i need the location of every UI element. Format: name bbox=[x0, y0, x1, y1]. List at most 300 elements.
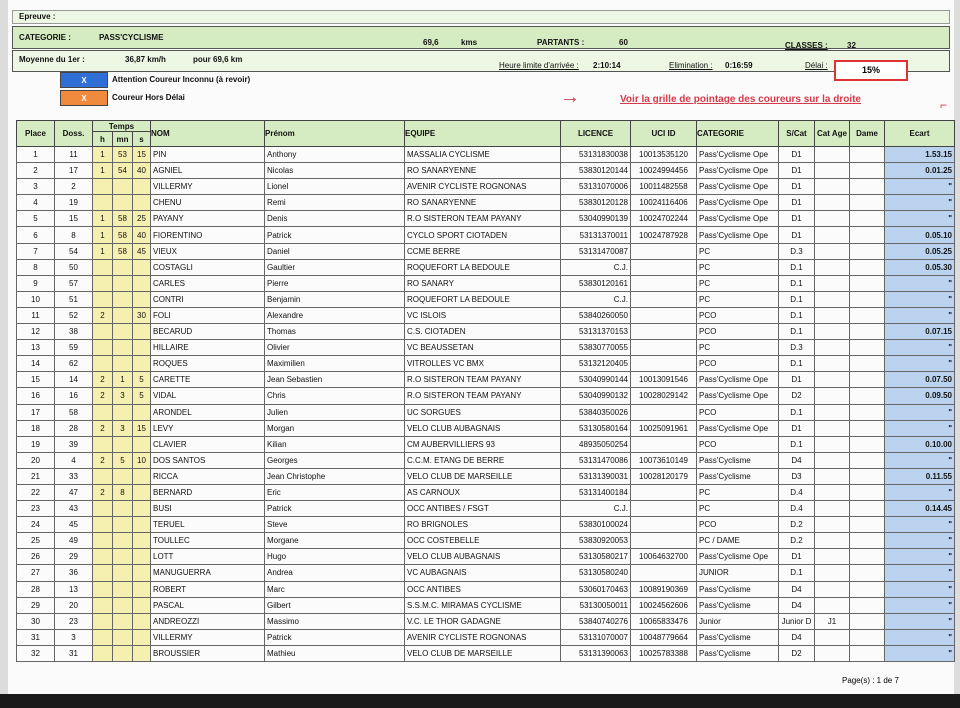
cell-place: 15 bbox=[17, 372, 55, 388]
cell-dame bbox=[850, 259, 885, 275]
cell-prenom: Pierre bbox=[265, 275, 405, 291]
cell-ecart: " bbox=[885, 195, 955, 211]
cell-catage bbox=[815, 259, 850, 275]
cell-h bbox=[93, 324, 113, 340]
cell-doss: 29 bbox=[55, 549, 93, 565]
cell-licence: 53130580240 bbox=[561, 565, 631, 581]
cell-licence: 53130050011 bbox=[561, 597, 631, 613]
cell-prenom: Georges bbox=[265, 452, 405, 468]
cell-ecart: " bbox=[885, 517, 955, 533]
cell-catage: J1 bbox=[815, 613, 850, 629]
cell-uci: 10028120179 bbox=[631, 468, 697, 484]
cell-h bbox=[93, 533, 113, 549]
cell-nom: TOULLEC bbox=[151, 533, 265, 549]
cell-h bbox=[93, 517, 113, 533]
cell-prenom: Andrea bbox=[265, 565, 405, 581]
cell-scat: D.1 bbox=[779, 291, 815, 307]
cell-categorie: Pass'Cyclisme bbox=[697, 581, 779, 597]
cell-scat: D1 bbox=[779, 179, 815, 195]
cell-nom: BECARUD bbox=[151, 324, 265, 340]
col-ecart: Ecart bbox=[885, 121, 955, 147]
elimination-label: Elimination : bbox=[669, 61, 713, 70]
cell-uci: 10013535120 bbox=[631, 147, 697, 163]
cell-nom: CHENU bbox=[151, 195, 265, 211]
cell-catage bbox=[815, 436, 850, 452]
cell-doss: 51 bbox=[55, 291, 93, 307]
cell-ecart: 0.05.10 bbox=[885, 227, 955, 243]
heure-label: Heure limite d'arrivée : bbox=[499, 61, 579, 70]
cell-doss: 50 bbox=[55, 259, 93, 275]
unknown-label: Attention Coureur Inconnu (à revoir) bbox=[112, 75, 251, 84]
cell-ecart: 0.07.15 bbox=[885, 324, 955, 340]
cell-nom: CONTRI bbox=[151, 291, 265, 307]
cell-mn bbox=[113, 581, 133, 597]
cell-equipe: RO SANARYENNE bbox=[405, 195, 561, 211]
cell-prenom: Morgane bbox=[265, 533, 405, 549]
cell-licence: 53131830038 bbox=[561, 147, 631, 163]
cell-uci bbox=[631, 356, 697, 372]
table-row bbox=[17, 597, 955, 613]
cell-equipe: AS CARNOUX bbox=[405, 484, 561, 500]
cell-catage bbox=[815, 404, 850, 420]
cell-place: 32 bbox=[17, 645, 55, 661]
legend-unknown bbox=[12, 72, 950, 88]
cell-licence: 53130580164 bbox=[561, 420, 631, 436]
cell-place: 4 bbox=[17, 195, 55, 211]
cell-dame bbox=[850, 645, 885, 661]
cell-categorie: PCO bbox=[697, 517, 779, 533]
results-table bbox=[16, 120, 955, 662]
cell-mn bbox=[113, 340, 133, 356]
cell-mn bbox=[113, 307, 133, 323]
cell-dame bbox=[850, 147, 885, 163]
cell-prenom: Gilbert bbox=[265, 597, 405, 613]
cell-s: 40 bbox=[133, 227, 151, 243]
table-row bbox=[17, 581, 955, 597]
cell-prenom: Morgan bbox=[265, 420, 405, 436]
cell-mn bbox=[113, 533, 133, 549]
cell-equipe: VELO CLUB DE MARSEILLE bbox=[405, 645, 561, 661]
cell-nom: MANUGUERRA bbox=[151, 565, 265, 581]
cell-prenom: Alexandre bbox=[265, 307, 405, 323]
cell-h: 1 bbox=[93, 163, 113, 179]
cell-nom: TERUEL bbox=[151, 517, 265, 533]
cell-categorie: Pass'Cyclisme Ope bbox=[697, 372, 779, 388]
cell-nom: LOTT bbox=[151, 549, 265, 565]
cell-licence: 53830120144 bbox=[561, 163, 631, 179]
cell-categorie: PC bbox=[697, 291, 779, 307]
cell-h bbox=[93, 565, 113, 581]
cell-h: 1 bbox=[93, 147, 113, 163]
cell-categorie: Pass'Cyclisme bbox=[697, 629, 779, 645]
cell-equipe: C.S. CIOTADEN bbox=[405, 324, 561, 340]
cell-scat: D3 bbox=[779, 468, 815, 484]
cell-nom: LEVY bbox=[151, 420, 265, 436]
cell-dame bbox=[850, 388, 885, 404]
cell-doss: 54 bbox=[55, 243, 93, 259]
cell-place: 30 bbox=[17, 613, 55, 629]
cell-scat: D.1 bbox=[779, 324, 815, 340]
cell-s bbox=[133, 629, 151, 645]
cell-equipe: R.O SISTERON TEAM PAYANY bbox=[405, 211, 561, 227]
cell-prenom: Patrick bbox=[265, 227, 405, 243]
cell-scat: D4 bbox=[779, 629, 815, 645]
cell-place: 14 bbox=[17, 356, 55, 372]
cell-ecart: " bbox=[885, 597, 955, 613]
cell-prenom: Maximilien bbox=[265, 356, 405, 372]
late-swatch: X bbox=[60, 90, 108, 106]
cell-categorie: Pass'Cyclisme Ope bbox=[697, 195, 779, 211]
cell-catage bbox=[815, 549, 850, 565]
cell-prenom: Daniel bbox=[265, 243, 405, 259]
cell-nom: ARONDEL bbox=[151, 404, 265, 420]
cell-h bbox=[93, 581, 113, 597]
cell-nom: HILLAIRE bbox=[151, 340, 265, 356]
cell-licence: 53840260050 bbox=[561, 307, 631, 323]
cell-doss: 17 bbox=[55, 163, 93, 179]
cell-place: 26 bbox=[17, 549, 55, 565]
cell-s bbox=[133, 291, 151, 307]
table-row bbox=[17, 452, 955, 468]
cell-uci bbox=[631, 307, 697, 323]
cell-s bbox=[133, 565, 151, 581]
cell-mn: 54 bbox=[113, 163, 133, 179]
col-catage: Cat Age bbox=[815, 121, 850, 147]
cell-licence: 53840740276 bbox=[561, 613, 631, 629]
cell-place: 29 bbox=[17, 597, 55, 613]
cell-categorie: PC / DAME bbox=[697, 533, 779, 549]
cell-scat: D1 bbox=[779, 195, 815, 211]
cell-s bbox=[133, 324, 151, 340]
cell-place: 25 bbox=[17, 533, 55, 549]
cell-uci bbox=[631, 291, 697, 307]
cell-licence: 53131070006 bbox=[561, 179, 631, 195]
cell-dame bbox=[850, 420, 885, 436]
cell-place: 24 bbox=[17, 517, 55, 533]
category-row bbox=[12, 26, 950, 49]
cell-equipe: CM AUBERVILLIERS 93 bbox=[405, 436, 561, 452]
cell-uci bbox=[631, 275, 697, 291]
cell-equipe: C.C.M. ETANG DE BERRE bbox=[405, 452, 561, 468]
cell-prenom: Chris bbox=[265, 388, 405, 404]
cell-place: 10 bbox=[17, 291, 55, 307]
results-body bbox=[17, 147, 955, 662]
cell-h bbox=[93, 613, 113, 629]
cell-licence: C.J. bbox=[561, 501, 631, 517]
cell-place: 12 bbox=[17, 324, 55, 340]
col-categorie: CATEGORIE bbox=[697, 121, 779, 147]
cell-prenom: Gaultier bbox=[265, 259, 405, 275]
epreuve-row bbox=[12, 10, 950, 24]
cell-s: 5 bbox=[133, 388, 151, 404]
cell-ecart: " bbox=[885, 420, 955, 436]
cell-prenom: Julien bbox=[265, 404, 405, 420]
cell-scat: D4 bbox=[779, 452, 815, 468]
cell-doss: 20 bbox=[55, 597, 93, 613]
cell-s bbox=[133, 645, 151, 661]
categorie-label: CATEGORIE : bbox=[19, 33, 71, 42]
cell-catage bbox=[815, 291, 850, 307]
cell-ecart: " bbox=[885, 629, 955, 645]
cell-equipe: V.C. LE THOR GADAGNE bbox=[405, 613, 561, 629]
cell-prenom: Anthony bbox=[265, 147, 405, 163]
cell-prenom: Patrick bbox=[265, 501, 405, 517]
cell-dame bbox=[850, 629, 885, 645]
cell-dame bbox=[850, 179, 885, 195]
cell-mn: 58 bbox=[113, 243, 133, 259]
cell-catage bbox=[815, 243, 850, 259]
cell-scat: D1 bbox=[779, 420, 815, 436]
cell-equipe: VC BEAUSSETAN bbox=[405, 340, 561, 356]
cell-s bbox=[133, 195, 151, 211]
cell-mn: 3 bbox=[113, 420, 133, 436]
cell-h bbox=[93, 179, 113, 195]
cell-doss: 11 bbox=[55, 147, 93, 163]
cell-dame bbox=[850, 356, 885, 372]
partants-value: 60 bbox=[619, 38, 628, 47]
cell-catage bbox=[815, 629, 850, 645]
cell-mn: 53 bbox=[113, 147, 133, 163]
cell-equipe: AVENIR CYCLISTE ROGNONAS bbox=[405, 179, 561, 195]
cell-place: 19 bbox=[17, 436, 55, 452]
cell-mn bbox=[113, 565, 133, 581]
cell-uci bbox=[631, 484, 697, 500]
table-row bbox=[17, 275, 955, 291]
cell-ecart: 1.53.15 bbox=[885, 147, 955, 163]
cell-nom: BROUSSIER bbox=[151, 645, 265, 661]
cell-doss: 13 bbox=[55, 581, 93, 597]
cell-categorie: PC bbox=[697, 259, 779, 275]
cell-place: 18 bbox=[17, 420, 55, 436]
cell-s: 5 bbox=[133, 372, 151, 388]
cell-h bbox=[93, 629, 113, 645]
cell-nom: VILLERMY bbox=[151, 179, 265, 195]
cell-uci bbox=[631, 340, 697, 356]
cell-scat: D4 bbox=[779, 597, 815, 613]
table-row bbox=[17, 372, 955, 388]
cell-categorie: PCO bbox=[697, 356, 779, 372]
cell-place: 5 bbox=[17, 211, 55, 227]
table-row bbox=[17, 533, 955, 549]
page-counter: Page(s) : 1 de 7 bbox=[842, 676, 899, 685]
cell-catage bbox=[815, 388, 850, 404]
cell-h: 2 bbox=[93, 372, 113, 388]
cell-catage bbox=[815, 356, 850, 372]
cell-nom: DOS SANTOS bbox=[151, 452, 265, 468]
cell-ecart: " bbox=[885, 179, 955, 195]
cell-equipe: VC AUBAGNAIS bbox=[405, 565, 561, 581]
cell-prenom: Denis bbox=[265, 211, 405, 227]
cell-place: 1 bbox=[17, 147, 55, 163]
cell-mn: 8 bbox=[113, 484, 133, 500]
col-temps: Temps bbox=[93, 121, 151, 132]
cell-s bbox=[133, 179, 151, 195]
table-row bbox=[17, 629, 955, 645]
cell-categorie: PC bbox=[697, 501, 779, 517]
cell-mn bbox=[113, 645, 133, 661]
cell-dame bbox=[850, 307, 885, 323]
cell-place: 16 bbox=[17, 388, 55, 404]
cell-ecart: " bbox=[885, 291, 955, 307]
cell-mn bbox=[113, 275, 133, 291]
cell-categorie: PCO bbox=[697, 324, 779, 340]
cell-dame bbox=[850, 372, 885, 388]
cell-uci: 10065833476 bbox=[631, 613, 697, 629]
cell-dame bbox=[850, 501, 885, 517]
moyenne-value: 36,87 km/h bbox=[125, 55, 166, 64]
cell-scat: D1 bbox=[779, 372, 815, 388]
cell-s bbox=[133, 501, 151, 517]
cell-doss: 38 bbox=[55, 324, 93, 340]
cell-scat: Junior D bbox=[779, 613, 815, 629]
cell-categorie: JUNIOR bbox=[697, 565, 779, 581]
cell-categorie: PC bbox=[697, 340, 779, 356]
cell-catage bbox=[815, 227, 850, 243]
cell-uci: 10013091546 bbox=[631, 372, 697, 388]
cell-uci bbox=[631, 565, 697, 581]
cell-equipe: RO SANARY bbox=[405, 275, 561, 291]
cell-ecart: " bbox=[885, 484, 955, 500]
table-row bbox=[17, 307, 955, 323]
col-licence: LICENCE bbox=[561, 121, 631, 147]
cell-dame bbox=[850, 549, 885, 565]
cell-mn: 3 bbox=[113, 388, 133, 404]
cell-ecart: 0.05.25 bbox=[885, 243, 955, 259]
cell-s bbox=[133, 259, 151, 275]
cell-catage bbox=[815, 468, 850, 484]
cell-place: 3 bbox=[17, 179, 55, 195]
cell-equipe: OCC ANTIBES / FSGT bbox=[405, 501, 561, 517]
cell-ecart: " bbox=[885, 645, 955, 661]
cell-h bbox=[93, 436, 113, 452]
cell-uci: 10064632700 bbox=[631, 549, 697, 565]
cell-place: 23 bbox=[17, 501, 55, 517]
table-row bbox=[17, 147, 955, 163]
late-label: Coureur Hors Délai bbox=[112, 93, 185, 102]
cell-nom: ROQUES bbox=[151, 356, 265, 372]
cell-categorie: Pass'Cyclisme Ope bbox=[697, 227, 779, 243]
cell-prenom: Jean Christophe bbox=[265, 468, 405, 484]
col-uci: UCI ID bbox=[631, 121, 697, 147]
cell-s: 15 bbox=[133, 420, 151, 436]
cell-s bbox=[133, 549, 151, 565]
cell-scat: D.3 bbox=[779, 243, 815, 259]
cell-doss: 57 bbox=[55, 275, 93, 291]
cell-nom: BERNARD bbox=[151, 484, 265, 500]
cell-h bbox=[93, 501, 113, 517]
cell-prenom: Benjamin bbox=[265, 291, 405, 307]
cell-mn bbox=[113, 613, 133, 629]
cell-licence: 53131370153 bbox=[561, 324, 631, 340]
cell-equipe: UC SORGUES bbox=[405, 404, 561, 420]
cell-place: 9 bbox=[17, 275, 55, 291]
cell-doss: 43 bbox=[55, 501, 93, 517]
cell-ecart: " bbox=[885, 211, 955, 227]
cell-s bbox=[133, 597, 151, 613]
table-row bbox=[17, 227, 955, 243]
cell-ecart: " bbox=[885, 565, 955, 581]
cell-nom: CARETTE bbox=[151, 372, 265, 388]
cell-licence: 53131370011 bbox=[561, 227, 631, 243]
cell-equipe: CYCLO SPORT CIOTADEN bbox=[405, 227, 561, 243]
cell-doss: 4 bbox=[55, 452, 93, 468]
cell-doss: 47 bbox=[55, 484, 93, 500]
cell-ecart: " bbox=[885, 613, 955, 629]
cell-doss: 49 bbox=[55, 533, 93, 549]
cell-licence: 53840350026 bbox=[561, 404, 631, 420]
cell-catage bbox=[815, 452, 850, 468]
cell-h bbox=[93, 340, 113, 356]
cell-dame bbox=[850, 324, 885, 340]
cell-s: 25 bbox=[133, 211, 151, 227]
cell-catage bbox=[815, 533, 850, 549]
cell-licence: 53830120161 bbox=[561, 275, 631, 291]
cell-doss: 3 bbox=[55, 629, 93, 645]
cell-s bbox=[133, 436, 151, 452]
cell-uci bbox=[631, 533, 697, 549]
cell-doss: 19 bbox=[55, 195, 93, 211]
cell-ecart: " bbox=[885, 275, 955, 291]
cell-scat: D1 bbox=[779, 147, 815, 163]
cell-ecart: " bbox=[885, 356, 955, 372]
cell-nom: FIORENTINO bbox=[151, 227, 265, 243]
cell-h: 2 bbox=[93, 388, 113, 404]
cell-mn bbox=[113, 356, 133, 372]
cell-doss: 28 bbox=[55, 420, 93, 436]
cell-nom: AGNIEL bbox=[151, 163, 265, 179]
cell-licence: 53830100024 bbox=[561, 517, 631, 533]
cell-mn bbox=[113, 195, 133, 211]
cell-doss: 14 bbox=[55, 372, 93, 388]
cell-licence: 48935050254 bbox=[561, 436, 631, 452]
cell-doss: 52 bbox=[55, 307, 93, 323]
table-row bbox=[17, 565, 955, 581]
cell-categorie: PC bbox=[697, 275, 779, 291]
cell-categorie: Pass'Cyclisme bbox=[697, 597, 779, 613]
cell-doss: 36 bbox=[55, 565, 93, 581]
cell-h bbox=[93, 645, 113, 661]
cell-doss: 33 bbox=[55, 468, 93, 484]
cell-licence: 53830770055 bbox=[561, 340, 631, 356]
cell-uci: 10024787928 bbox=[631, 227, 697, 243]
cell-dame bbox=[850, 404, 885, 420]
epreuve-label: Epreuve : bbox=[19, 12, 56, 21]
cell-s: 30 bbox=[133, 307, 151, 323]
cell-mn bbox=[113, 597, 133, 613]
cell-scat: D1 bbox=[779, 549, 815, 565]
cell-uci: 10024562606 bbox=[631, 597, 697, 613]
cell-mn bbox=[113, 549, 133, 565]
cell-ecart: " bbox=[885, 533, 955, 549]
cell-scat: D.1 bbox=[779, 307, 815, 323]
cell-scat: D.4 bbox=[779, 501, 815, 517]
cell-prenom: Remi bbox=[265, 195, 405, 211]
grid-note: Voir la grille de pointage des coureurs sur la droite bbox=[620, 94, 861, 105]
cell-h bbox=[93, 597, 113, 613]
cell-uci bbox=[631, 501, 697, 517]
cell-mn bbox=[113, 436, 133, 452]
cell-equipe: VELO CLUB AUBAGNAIS bbox=[405, 549, 561, 565]
cell-doss: 45 bbox=[55, 517, 93, 533]
cell-place: 7 bbox=[17, 243, 55, 259]
cell-catage bbox=[815, 324, 850, 340]
header-row-1 bbox=[17, 121, 955, 132]
table-row bbox=[17, 436, 955, 452]
cell-doss: 2 bbox=[55, 179, 93, 195]
cell-licence: 53132120405 bbox=[561, 356, 631, 372]
cell-place: 13 bbox=[17, 340, 55, 356]
cell-doss: 62 bbox=[55, 356, 93, 372]
